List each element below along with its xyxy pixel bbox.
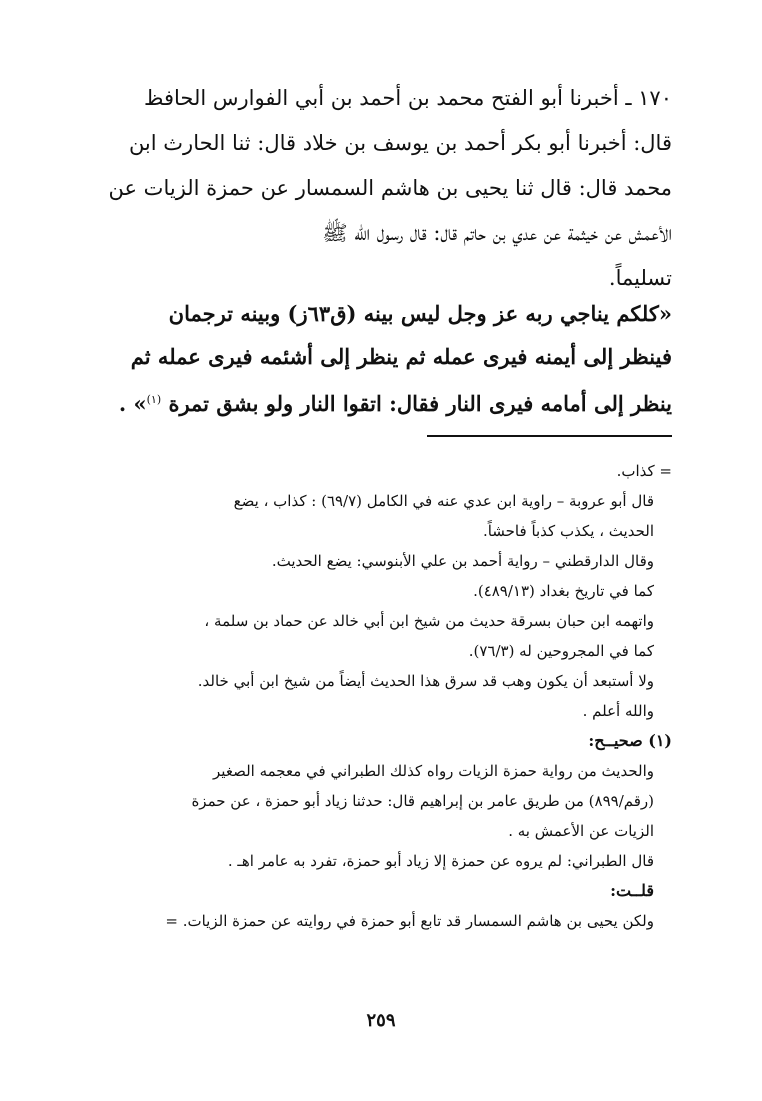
footnotes-section — [80, 456, 672, 936]
hadith-line: «كلكم يناجي ربه عز وجل ليس بينه (ق٦٣ز) وبينه ترجمان — [168, 301, 672, 326]
footnote-line: والله أعلم . — [582, 702, 654, 720]
text-line: تسليماً. — [608, 266, 672, 290]
footnote-line: كما في تاريخ بغداد (٤٨٩/١٣). — [473, 582, 654, 600]
isnad-paragraph — [80, 76, 672, 301]
text-line: محمد قال: قال ثنا يحيى بن هاشم السمسار عن حمزة الزيات عن — [108, 176, 672, 200]
hadith-line — [80, 378, 672, 421]
footnote-line: ولكن يحيى بن هاشم السمسار قد تابع أبو حمزة في روايته عن حمزة الزيات. = — [165, 912, 654, 930]
hadith-text — [80, 292, 672, 421]
footnote-line: قال أبو عروبة – راوية ابن عدي عنه في الكامل (٦٩/٧) : كذاب ، يضع — [233, 492, 654, 510]
hadith-closing: » . — [118, 391, 147, 416]
footnote-line: واتهمه ابن حبان بسرقة حديث من شيخ ابن أبي خالد عن حماد بن سلمة ، — [204, 612, 654, 630]
footnote-1-heading: (١) صحيــح: — [588, 731, 672, 750]
text-line: الأعمش عن خيثمة عن عدي بن حاتم قال: قال رسول الله ﷺ — [322, 221, 672, 245]
footnote-line: وقال الدارقطني – رواية أحمد بن علي الأبنوسي: يضع الحديث. — [271, 552, 654, 570]
hadith-line-text: ينظر إلى أمامه فيرى النار فقال: اتقوا النار ولو بشق تمرة — [168, 391, 672, 416]
footnote-line: كما في المجروحين له (٧٦/٣). — [468, 642, 654, 660]
footnote-line: الحديث ، يكذب كذباً فاحشاً. — [482, 522, 654, 540]
footnote-line: = كذاب. — [616, 462, 672, 480]
footnote-line: والحديث من رواية حمزة الزيات رواه كذلك الطبراني في معجمه الصغير — [213, 762, 654, 780]
footnote-line: (رقم/٨٩٩) من طريق عامر بن إبراهيم قال: حدثنا زياد أبو حمزة ، عن حمزة — [191, 792, 654, 810]
text-line: قال: أخبرنا أبو بكر أحمد بن يوسف بن خلاد قال: ثنا الحارث ابن — [128, 131, 672, 155]
footnote-line: قال الطبراني: لم يروه عن حمزة إلا زياد أبو حمزة، تفرد به عامر اهـ . — [227, 852, 654, 870]
footnote-marker: (١) — [146, 393, 162, 406]
page-number: ٢٥٩ — [366, 1010, 396, 1031]
text-line: ١٧٠ ـ أخبرنا أبو الفتح محمد بن أحمد بن أبي الفوارس الحافظ — [144, 86, 672, 110]
footnote-separator — [427, 435, 672, 437]
footnote-line: ولا أستبعد أن يكون وهب قد سرق هذا الحديث أيضاً من شيخ ابن أبي خالد. — [197, 672, 654, 690]
footnote-line: الزيات عن الأعمش به . — [508, 822, 654, 840]
hadith-line: فينظر إلى أيمنه فيرى عمله ثم ينظر إلى أشئمه فيرى عمله ثم — [130, 344, 672, 369]
qultu-heading: قلــت: — [610, 881, 654, 900]
